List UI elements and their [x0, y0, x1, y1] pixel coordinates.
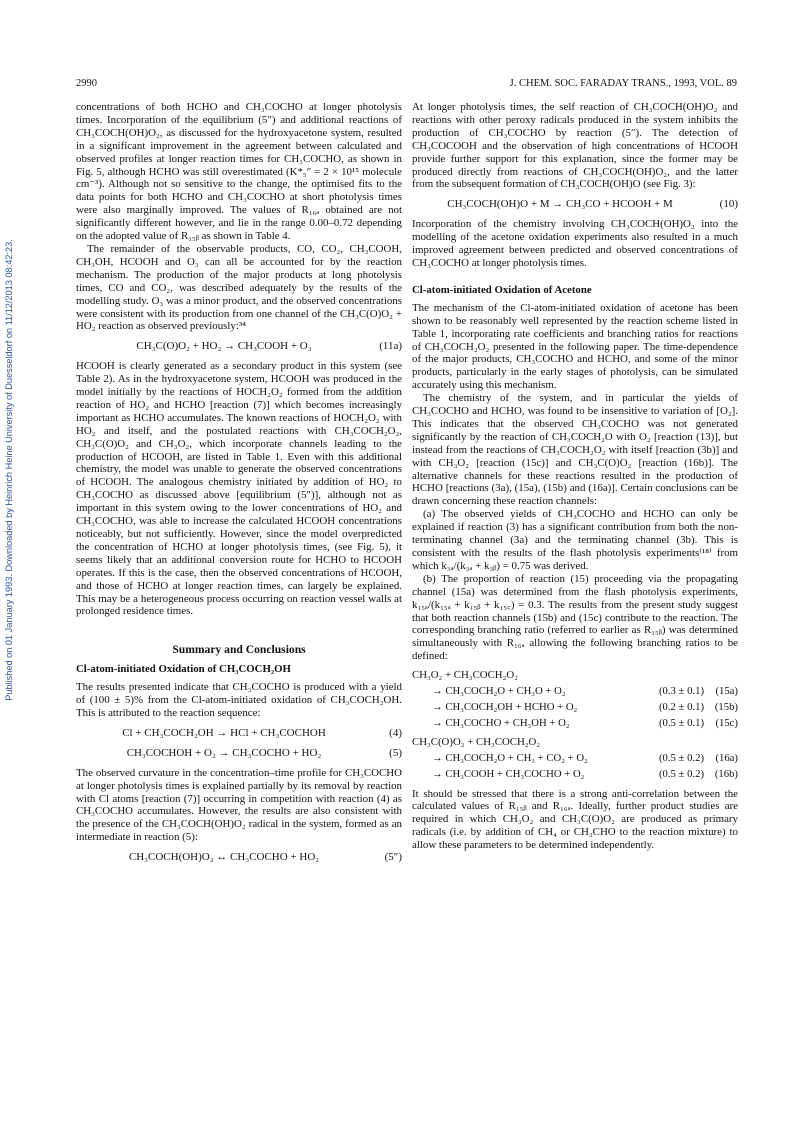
paragraph: The results presented indicate that CH₃COCHO is produced with a yield of (100 ± 5)% from the Cl-atom-initiated oxidation of CH₃COCH₂OH. This is attributed to the reaction sequence: — [76, 681, 402, 719]
equation-expression: CH₃COCH(OH)O + M → CH₃CO + HCOOH + M — [447, 198, 673, 211]
reaction-15b — [412, 701, 738, 714]
paragraph: The remainder of the observable products, CO, CO₂, CH₃COOH, CH₃OH, HCOOH and O₃ can all be accounted for by the reaction mechanism. The production of the major products at long photolysis times, CO and CO₂, was described adequately by the results of the modelling study. O₃ was a minor product, and the observed concentrations were consistent with its production from one channel of the CH₃C(O)O₂ + HO₂ reaction as observed previously:³⁴ — [76, 242, 402, 333]
paragraph: The observed curvature in the concentration–time profile for CH₃COCHO at longer photolysis times is explained partially by its removal by reaction with Cl atoms [reaction (7)] occurring in competition with reaction (4) as CH₃COCHO accumulates. However, the results are also consistent with the presence of the CH₃COCH(OH)O₂ radical in the system, formed as an intermediate in reaction (5): — [76, 766, 402, 844]
branching-ratio: (0.5 ± 0.1) — [658, 716, 704, 729]
paragraph: concentrations of both HCHO and CH₃COCHO at longer photolysis times. Incorporation of the equilibrium (5″) and additional reactions of CH₃COCH(OH)O₂, as discussed for the hydroxyacetone system, resulted in a significant improvement in the agreement between calculated and observed profiles at longer reaction times for CH₃COCHO, as shown in Fig. 5, although HCHO was still overestimated (K*₅″ = 2 × 10¹⁵ molecule cm⁻³). Although not so sensitive to the change, the optimised fits to the data points for both HCHO and CH₃COCHO at short photolysis times were also marginally improved. The values of R₁₆ₐ obtained are not significantly different however, and lie in the range 0.00–0.72 depending on the adopted value of R₁₅ᵦ as shown in Table 4. — [76, 101, 402, 243]
equation-number: (5″) — [384, 851, 402, 864]
reaction-number: (16a) — [715, 751, 738, 764]
paragraph: Incorporation of the chemistry involving CH₃COCH(OH)O₂ into the modelling of the acetone oxidation experiments also resulted in a much improved agreement between predicted and observed concentrations of CH₃COCHO at longer photolysis times. — [412, 218, 738, 269]
right-column — [412, 101, 738, 852]
equation-4 — [76, 727, 402, 740]
reaction-number: (16b) — [714, 767, 738, 780]
journal-header: J. CHEM. SOC. FARADAY TRANS., 1993, VOL. 89 — [509, 78, 737, 89]
reaction-15a — [412, 685, 738, 698]
equation-5 — [76, 747, 402, 760]
reaction-number: (15a) — [715, 685, 738, 698]
equation-expression: CH₃COCHOH + O₂ → CH₃COCHO + HO₂ — [126, 746, 322, 759]
reaction-products: → CH₃COCH₂O + CH₃ + CO₂ + O₂ — [432, 751, 588, 764]
equation-expression: CH₃C(O)O₂ + HO₂ → CH₃COOH + O₃ — [136, 340, 312, 353]
equation-number: (5) — [389, 746, 402, 759]
reaction-products: → CH₃COCHO + CH₃OH + O₂ — [432, 716, 570, 729]
reaction-16-reactants: CH₃C(O)O₂ + CH₃COCH₂O₂ — [412, 735, 541, 748]
paragraph: (a) The observed yields of CH₃COCHO and HCHO can only be explained if reaction (3) has a significant contribution from both the non-terminating channel (3a) and the terminating channel (3b). This is consistent with the results of the flash photolysis experiments⁽¹⁸⁾ from which k₃ₐ/(k₃ₐ + k₃ᵦ) = 0.75 was derived. — [412, 508, 738, 572]
paragraph: The mechanism of the Cl-atom-initiated oxidation of acetone has been shown to be reasonably well represented by the reaction scheme listed in Table 1, incorporating rate coefficients and branching ratios for reactions of CH₃COCH₂O₂ presented in the following paper. The time-dependence of the major products, CH₃COCHO and HCHO, and some of the minor products, particularly in the early stages of photolysis, can be simulated accurately using this mechanism. — [412, 301, 738, 392]
reaction-number: (15b) — [714, 700, 738, 713]
left-column — [76, 101, 402, 871]
download-watermark-text: Published on 01 January 1993. Downloaded by Heinrich Heine University of Duesseldorf on 11/12/2013 08:42:23. — [4, 239, 14, 701]
reaction-16b — [412, 768, 738, 781]
paragraph: It should be stressed that there is a strong anti-correlation between the calculated values of R₁₅ᵦ and R₁₆ₐ. Ideally, further product studies are required in which CH₃O₂ and CH₃C(O)O₂ are produced as primary radicals (i.e. by addition of CH₄ or CH₃CHO to the reaction mixture) to allow these parameters to be determined independently. — [412, 787, 738, 852]
branching-ratio: (0.2 ± 0.1) — [658, 700, 704, 713]
reaction-products: → CH₃COCH₂OH + HCHO + O₂ — [432, 700, 578, 713]
reaction-15c — [412, 717, 738, 730]
equation-number: (4) — [389, 726, 402, 739]
branching-ratio: (0.5 ± 0.2) — [658, 751, 704, 764]
equation-10 — [412, 198, 738, 211]
equation-5-double-prime — [76, 851, 402, 864]
reaction-15-reactants: CH₃O₂ + CH₃COCH₂O₂ — [412, 669, 518, 682]
equation-11a — [76, 340, 402, 353]
section-heading: Summary and Conclusions — [172, 643, 306, 657]
subsection-heading: Cl-atom-initiated Oxidation of Acetone — [412, 283, 592, 296]
paragraph: At longer photolysis times, the self reaction of CH₃COCH(OH)O₂ and reactions with other peroxy radicals produced in the system inhibits the production of CH₃COCHO by reaction (5″). The detection of CH₃COCOOH and the observation of high concentrations of HCOOH provide further support for this explanation, since the former may be produced directly from reactions of CH₃COCH(OH)O₂, and the latter from the subsequent formation of CH₃COCH(OH)O (see Fig. 3): — [412, 101, 738, 191]
equation-expression: Cl + CH₃COCH₂OH → HCl + CH₃COCHOH — [122, 726, 326, 739]
subsection-heading: Cl-atom-initiated Oxidation of CH₃COCH₂OH — [76, 663, 291, 676]
reaction-products: → CH₃COOH + CH₃COCHO + O₂ — [432, 767, 585, 780]
page-number: 2990 — [76, 78, 97, 89]
paragraph: (b) The proportion of reaction (15) proceeding via the propagating channel (15a) was determined from the flash photolysis experiments, k₁₅ₐ/(k₁₅ₐ + k₁₅ᵦ + k₁₅꜀) = 0.3. The results from the present study suggest that both reaction channels (15b) and (15c) contribute to the reaction. The corresponding branching ratio (referred to earlier as R₁₅ᵦ) was determined simultaneously with R₁₆ₐ allowing the following branching ratios to be defined: — [412, 572, 738, 663]
reaction-number: (15c) — [715, 716, 738, 729]
equation-number: (11a) — [379, 340, 402, 353]
paragraph: HCOOH is clearly generated as a secondary product in this system (see Table 2). As in the hydroxyacetone system, HCOOH was produced in the model initially by the reactions of HOCH₂O₂ formed from the addition reaction of HO₂ and HCHO [reaction (7)] which becomes increasingly important as HCHO accumulates. The known reactions of HOCH₂O₂ with HO₂ and itself, and the postulated reactions with CH₃COCH₂O₂, CH₃C(O)O₂ and CH₃O₂, which incorporate channels leading to the production of HCOOH, are listed in Table 1. Even with this additional chemistry, the model was unable to generate the observed concentrations of HCOOH. The analogous chemistry initiated by addition of HO₂ to CH₃COCHO as discussed above [equilibrium (5″)], although not as important in this system owing to the lower concentrations of HO₂ and CH₃COCHO, was able to increase the calculated HCOOH concentrations noticeably, but not sufficiently. However, since the model overpredicted the concentration of HCHO at longer photolysis times, (see Fig. 5), it seems likely that an additional conversion route for HCHO to HCOOH operates. If this is the case, then the observed concentrations of HCOOH, and those of HCHO at longer reaction times, can largely be explained. This may be a heterogeneous process occurring on reaction vessel walls at prolonged residence times. — [76, 360, 402, 618]
equation-expression: CH₃COCH(OH)O₂ ↔ CH₃COCHO + HO₂ — [128, 851, 320, 864]
download-watermark — [2, 110, 16, 830]
branching-ratio: (0.5 ± 0.2) — [658, 767, 704, 780]
branching-ratio: (0.3 ± 0.1) — [658, 685, 704, 698]
equation-number: (10) — [719, 198, 738, 211]
paragraph: The chemistry of the system, and in particular the yields of CH₃COCHO and HCHO, was found to be insensitive to variation of [O₂]. This indicates that the observed CH₃COCHO was not generated significantly by the reaction of CH₃COCH₂O with O₂ [reaction (13)], but instead from the reactions of CH₃COCH₂O₂ with itself [reaction (3b)] and with CH₃O₂ [reaction (15c)] and CH₃C(O)O₂ [reaction (16b)]. The alternative channels for these reactions resulted in the production of HCHO [reactions (3a), (15a), (15b) and (16a)]. Certain conclusions can be drawn concerning these reaction channels: — [412, 392, 738, 508]
reaction-products: → CH₃COCH₂O + CH₃O + O₂ — [432, 685, 566, 698]
reaction-16a — [412, 752, 738, 765]
